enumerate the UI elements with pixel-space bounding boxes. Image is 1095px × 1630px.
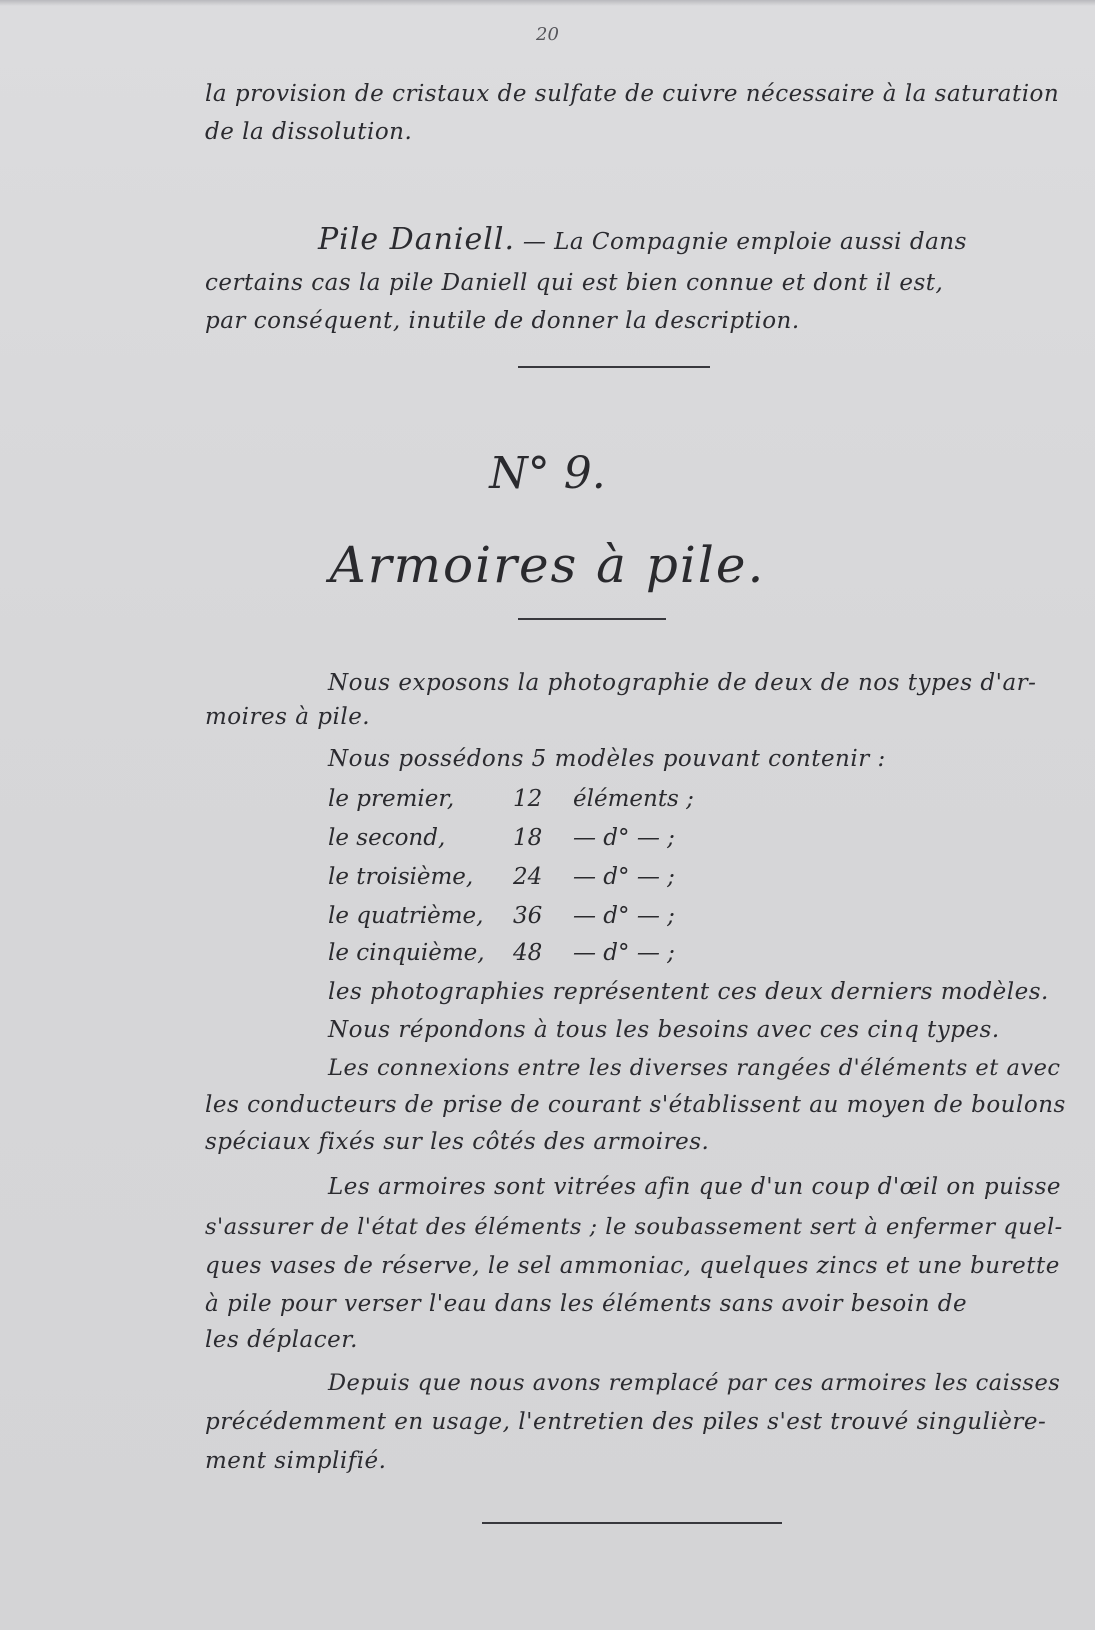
depuis-line-1: Depuis que nous avons remplacé par ces armoires les caisses — [328, 1370, 1061, 1396]
armoires-line-1: Les armoires sont vitrées afin que d'un coup d'œil on puisse — [328, 1174, 1061, 1200]
daniell-line-2: certains cas la pile Daniell qui est bien connue et dont il est, — [205, 270, 944, 296]
models-intro: Nous possédons 5 modèles pouvant contenir : — [328, 746, 886, 772]
connexions-line-3: spéciaux fixés sur les côtés des armoires. — [205, 1129, 710, 1155]
model-count-3: 24 — [513, 864, 543, 890]
daniell-heading: Pile Daniell. — [318, 222, 515, 257]
divider-rule-2 — [518, 618, 666, 620]
depuis-line-3: ment simplifié. — [205, 1448, 387, 1474]
model-label-2: le second, — [328, 825, 446, 851]
daniell-line-3: par conséquent, inutile de donner la description. — [205, 308, 800, 334]
model-count-5: 48 — [513, 940, 543, 966]
divider-rule-1 — [518, 366, 710, 368]
model-count-1: 12 — [513, 786, 543, 812]
section-number: N° 9. — [489, 448, 606, 499]
model-label-3: le troisième, — [328, 864, 474, 890]
armoires-line-3: ques vases de réserve, le sel ammoniac, quelques zincs et une burette — [205, 1253, 1060, 1279]
model-unit-4: — d° — ; — [573, 903, 675, 929]
model-unit-1: éléments ; — [573, 786, 694, 812]
connexions-line-2: les conducteurs de prise de courant s'établissent au moyen de boulons — [205, 1092, 1066, 1118]
model-unit-2: — d° — ; — [573, 825, 675, 851]
depuis-line-2: précédemment en usage, l'entretien des piles s'est trouvé singulière- — [205, 1409, 1047, 1435]
daniell-first-line — [318, 222, 967, 257]
model-unit-3: — d° — ; — [573, 864, 675, 890]
connexions-line-1: Les connexions entre les diverses rangées d'éléments et avec — [328, 1055, 1061, 1081]
daniell-line-1: — La Compagnie emploie aussi dans — [522, 229, 967, 255]
armoires-line-5: les déplacer. — [205, 1327, 358, 1353]
section-title: Armoires à pile. — [329, 536, 766, 594]
paragraph-1-line-1: Nous exposons la photographie de deux de nos types d'ar- — [328, 670, 1037, 696]
needs-line: Nous répondons à tous les besoins avec ces cinq types. — [328, 1017, 1000, 1043]
armoires-line-2: s'assurer de l'état des éléments ; le soubassement sert à enfermer quel- — [205, 1214, 1063, 1240]
model-label-1: le premier, — [328, 786, 455, 812]
model-label-5: le cinquième, — [328, 940, 485, 966]
intro-line-2: de la dissolution. — [205, 119, 413, 145]
paragraph-1-line-2: moires à pile. — [205, 704, 371, 730]
intro-line-1: la provision de cristaux de sulfate de cuivre nécessaire à la saturation — [205, 81, 1060, 107]
model-count-2: 18 — [513, 825, 543, 851]
photos-line: les photographies représentent ces deux derniers modèles. — [328, 979, 1049, 1005]
model-count-4: 36 — [513, 903, 543, 929]
divider-rule-3 — [482, 1522, 782, 1524]
armoires-line-4: à pile pour verser l'eau dans les éléments sans avoir besoin de — [205, 1291, 968, 1317]
page-number: 20 — [536, 24, 559, 45]
model-unit-5: — d° — ; — [573, 940, 675, 966]
model-label-4: le quatrième, — [328, 903, 484, 929]
page-edge-shadow — [0, 0, 1095, 6]
